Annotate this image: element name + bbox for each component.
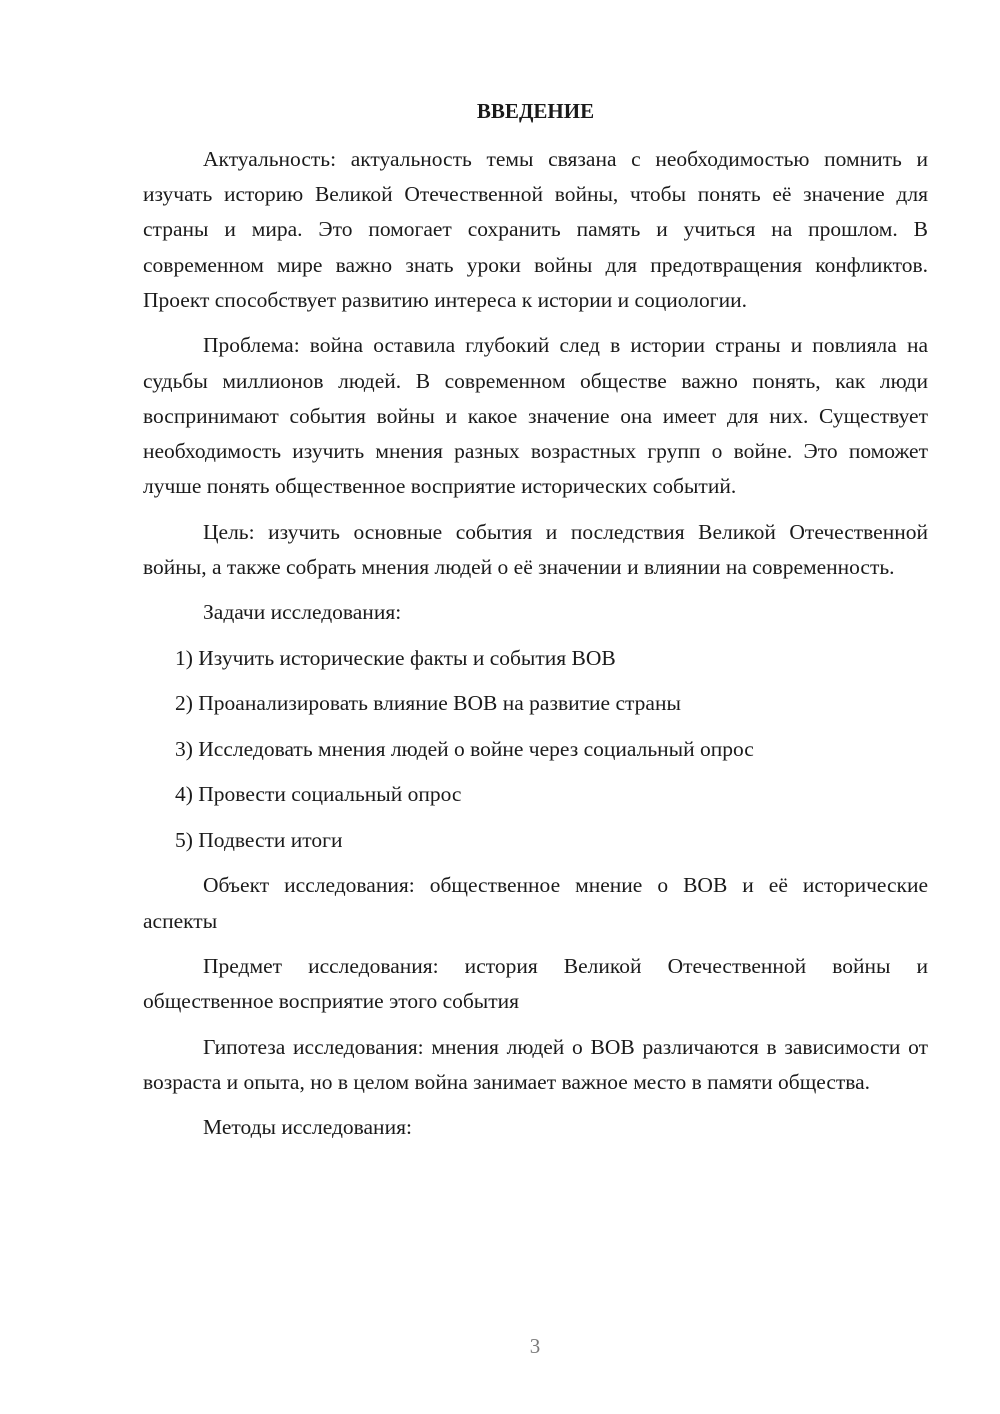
page-number: 3 [529, 1334, 541, 1358]
paragraph-methods-heading: Методы исследования: [203, 1115, 412, 1140]
page-heading: ВВЕДЕНИЕ [476, 99, 595, 123]
list-item: 4) Провести социальный опрос [175, 782, 462, 807]
list-item: 2) Проанализировать влияние ВОВ на развитие страны [175, 691, 681, 716]
paragraph-relevance: Актуальность: актуальность темы связана с необходимостью помнить и изучать историю Великой Отечественной войны, чтобы понять её значение для страны и мира. Это помогает сохранить память и учиться на прошлом. В современном мире важно знать уроки войны для предотвращения конфликтов. Проект способствует развитию интереса к истории и социологии. [143, 147, 928, 312]
list-item: 1) Изучить исторические факты и события ВОВ [175, 645, 616, 670]
tasks-list [143, 641, 928, 858]
paragraph-subject: Предмет исследования: история Великой Отечественной войны и общественное восприятие этого события [143, 954, 928, 1014]
page-content [143, 96, 928, 1156]
paragraph-problem: Проблема: война оставила глубокий след в истории страны и повлияла на судьбы миллионов людей. В современном обществе важно понять, как люди воспринимают события войны и какое значение она имеет для них. Существует необходимость изучить мнения разных возрастных групп о войне. Это поможет лучше понять общественное восприятие исторических событий. [143, 333, 928, 499]
paragraph-goal: Цель: изучить основные события и последствия Великой Отечественной войны, а также собрать мнения людей о её значении и влиянии на современность. [143, 519, 928, 579]
paragraph-tasks-heading: Задачи исследования: [203, 600, 402, 625]
list-item: 3) Исследовать мнения людей о войне через социальный опрос [175, 736, 754, 761]
paragraph-object: Объект исследования: общественное мнение о ВОВ и её исторические аспекты [143, 873, 928, 933]
list-item: 5) Подвести итоги [175, 827, 343, 852]
paragraph-hypothesis: Гипотеза исследования: мнения людей о ВОВ различаются в зависимости от возраста и опыта, но в целом война занимает важное место в памяти общества. [143, 1034, 928, 1094]
